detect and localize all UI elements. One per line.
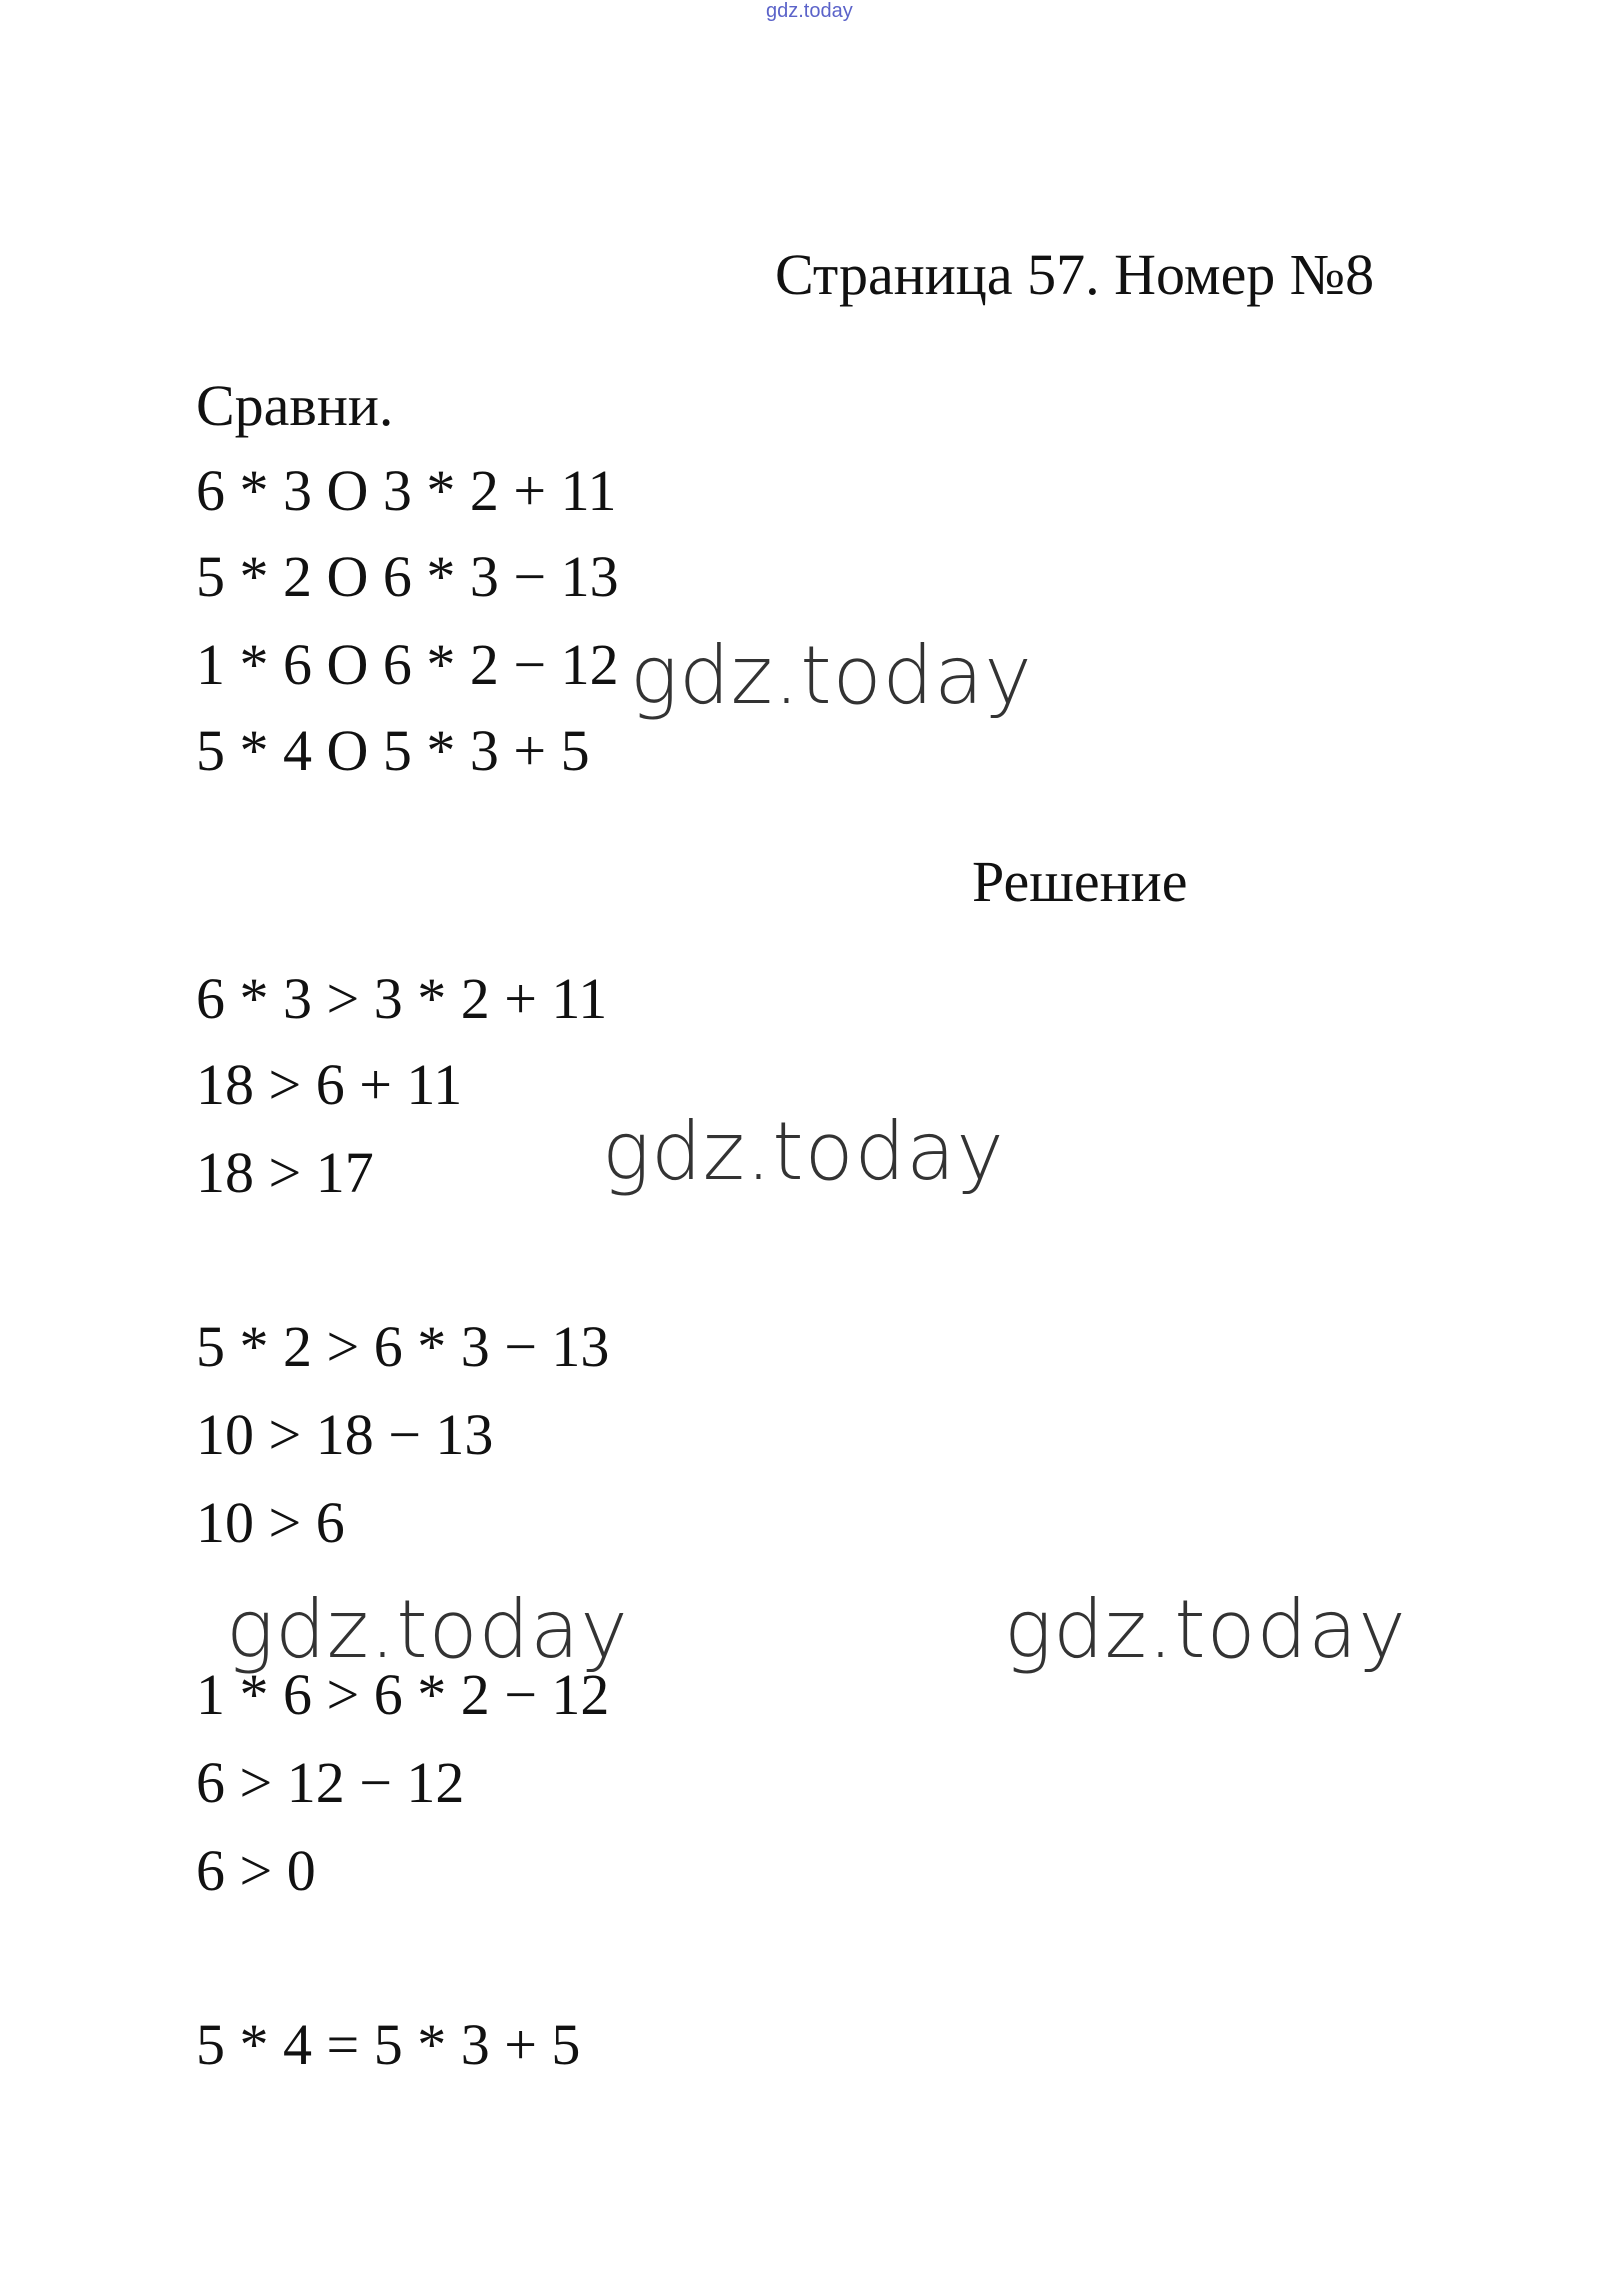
solution-line: 1 * 6 > 6 * 2 − 12 xyxy=(196,1662,610,1727)
watermark: gdz.today xyxy=(602,1105,1005,1198)
task-line: 6 * 3 O 3 * 2 + 11 xyxy=(196,458,617,523)
solution-line: 10 > 6 xyxy=(196,1490,345,1555)
watermark: gdz.today xyxy=(630,629,1033,722)
solution-line: 6 > 0 xyxy=(196,1838,316,1903)
solution-line: 10 > 18 − 13 xyxy=(196,1402,494,1467)
task-label: Сравни. xyxy=(196,373,394,438)
page-header: Страница 57. Номер №8 xyxy=(775,242,1375,307)
solution-line: 18 > 6 + 11 xyxy=(196,1052,463,1117)
solution-line: 18 > 17 xyxy=(196,1140,374,1205)
solution-line: 5 * 2 > 6 * 3 − 13 xyxy=(196,1314,610,1379)
solution-line: 6 * 3 > 3 * 2 + 11 xyxy=(196,966,608,1031)
task-line: 5 * 2 O 6 * 3 − 13 xyxy=(196,544,619,609)
solution-title: Решение xyxy=(972,849,1188,914)
task-line: 1 * 6 O 6 * 2 − 12 xyxy=(196,632,619,697)
top-watermark: gdz.today xyxy=(766,0,853,22)
solution-line: 6 > 12 − 12 xyxy=(196,1750,465,1815)
watermark: gdz.today xyxy=(1004,1583,1407,1676)
solution-line: 5 * 4 = 5 * 3 + 5 xyxy=(196,2012,581,2077)
task-line: 5 * 4 O 5 * 3 + 5 xyxy=(196,718,590,783)
watermark: gdz.today xyxy=(226,1583,629,1676)
